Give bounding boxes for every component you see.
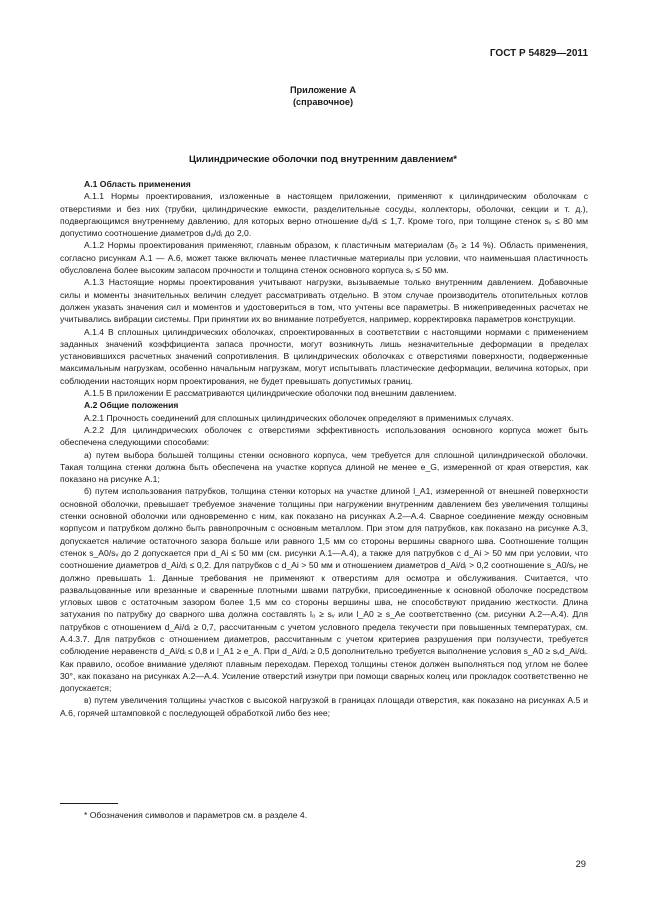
annex-subtitle: (справочное) [292, 97, 353, 107]
paragraph: в) путем увеличения толщины участков с высокой нагрузкой в границах площади отверстия, как показано на рисунках А.5 и А.6, горячей штамповкой с последующей обработкой либо без нее; [60, 695, 588, 718]
paragraph: А.2.2 Для цилиндрических оболочек с отверстиями эффективность использования основного корпуса может быть обеспечена следующими способами: [60, 424, 588, 448]
section-title: Цилиндрические оболочки под внутренним давлением* [188, 154, 458, 165]
annex-title: Приложение А [289, 85, 357, 95]
page-number: 29 [575, 858, 586, 869]
paragraph: А.1.1 Нормы проектирования, изложенные в настоящем приложении, применяют к цилиндрическим оболочкам с отверстиями и без них (трубки, цилиндрические емкости, разделительные сосуды, коллекторы, оболочки, секции и т. д.), подвергающимся внутреннему давлению, для которых верно отношение dₐ/dᵢ ≤ 1,7. Кроме того, при толщине стенок sᵥ ≤ 80 мм допустимо соотношение диаметров dₐ/dᵢ до 2,0. [60, 191, 588, 239]
standard-code: ГОСТ Р 54829—2011 [489, 48, 588, 59]
paragraph: А.2.1 Прочность соединений для сплошных цилиндрических оболочек определяют в применимых случаях. [84, 412, 514, 423]
footnote: * Обозначения символов и параметров см. в разделе 4. [84, 810, 308, 820]
paragraph: А.1.2 Нормы проектирования применяют, главным образом, к пластичным материалам (δ₅ ≥ 14 %). Область применения, согласно рисункам А.1 — А.6, может также включать менее пластичные материалы при условии, что наименьшая пластичность обусловлена более высоким запасом прочности и толщина стенок основного корпуса sᵥ ≤ 50 мм. [60, 240, 588, 276]
paragraph: А.1.4 В сплошных цилиндрических оболочках, спроектированных в соответствии с настоящими нормами с применением заданных значений коэффициента запаса прочности, могут возникнуть лишь незначительные деформации в пределах установившихся расчетных значений сопротивления. В цилиндрических оболочках с отверстиями поверхности, подверженные максимальным нагрузкам, особенно начальным нагрузкам, могут испытывать пластические деформации, величина которых, при соблюдении настоящих норм проектирования, не будет превышать допустимых границ. [60, 326, 588, 386]
paragraph: а) путем выбора большей толщины стенки основного корпуса, чем требуется для сплошной цилиндрической оболочки. Такая толщина стенки должна быть обеспечена на участке корпуса длиной не менее e_G, измеренной от края отверстия, как показано на рисунке А.1; [60, 449, 588, 485]
section-heading: А.2 Общие положения [84, 400, 179, 411]
footnote-divider [60, 803, 118, 804]
body-text [60, 178, 588, 719]
section-heading: А.1 Область применения [84, 179, 191, 189]
paragraph: А.1.5 В приложении Е рассматриваются цилиндрические оболочки под внешним давлением. [84, 388, 457, 399]
paragraph: А.1.3 Настоящие нормы проектирования учитывают нагрузки, вызываемые только внутренним давлением. Добавочные силы и моменты значительных величин следует рассматривать отдельно. В этом случае производитель отопительных котлов должен указать значения сил и моментов и удостовериться в том, что учтены все параметры. В нижеприведенных расчетах не учитывались вибрации системы. При принятии их во внимание потребуется, например, корректировка параметров конструкции. [60, 277, 588, 325]
paragraph: б) путем использования патрубков, толщина стенки которых на участке длиной l_A1, измеренной от внешней поверхности основной оболочки, превышает требуемое значение толщины при нагружении внутренним давлением без увеличения толщины стенки основной оболочки или одновременно с ним, как показано на рисунках А.2—А.4. Сварное соединение между основным корпусом и патрубком должно быть равнопрочным с основным металлом. При этом для патрубков, как показано на рисунке А.3, допускается наличие остаточного зазора больше или равного 1,5 мм со стороны вершины сварного шва. Соотношение толщин стенок s_A0/sᵥ до 2 допускается при d_Ai ≤ 50 мм (см. рисунки А.1—А.4), а также для патрубков с d_Ai > 50 мм при условии, что соотношение диаметров d_Ai/dᵢ ≤ 0,2. Для патрубков с d_Ai > 50 мм и отношением диаметров d_Ai/dᵢ > 0,2 соотношение s_A0/sᵥ не должно превышать 1. Данные требования не применяют к отверстиям для осмотра и обслуживания. Считается, что развальцованные или врезанные и сваренные плотными швами патрубки, присоединенные к основной оболочке посредством угловых швов с остаточным зазором более 1,5 мм со стороны вершины шва, не способствуют приданию жесткости. Длина затухания по патрубку до сварного шва должна составлять l₀ ≥ sᵥ или l_A0 ≥ s_Ae соответственно (см. рисунки А.2—А.4). Для патрубков с отношением d_Ai/dᵢ ≥ 0,7, рассчитанным с учетом условного предела текучести при повышенных температурах, см. А.4.3.7. Для патрубков с отношением диаметров, рассчитанным с учетом критериев разрушения при ползучести, требуется соблюдение неравенств d_Ai/dᵢ ≤ 0,8 и l_A1 ≥ e_A. При d_Ai/dᵢ ≥ 0,5 дополнительно требуется выполнение условия s_A0 ≥ sᵥd_Ai/dᵢ. Как правило, особое внимание уделяют плавным переходам. Переход толщины стенок должен выполняться под углом не более 30°, как показано на рисунках А.2—А.4. Усиление отверстий изнутри при помощи сварных колец или прокладок соответственно не допускается; [60, 486, 588, 694]
